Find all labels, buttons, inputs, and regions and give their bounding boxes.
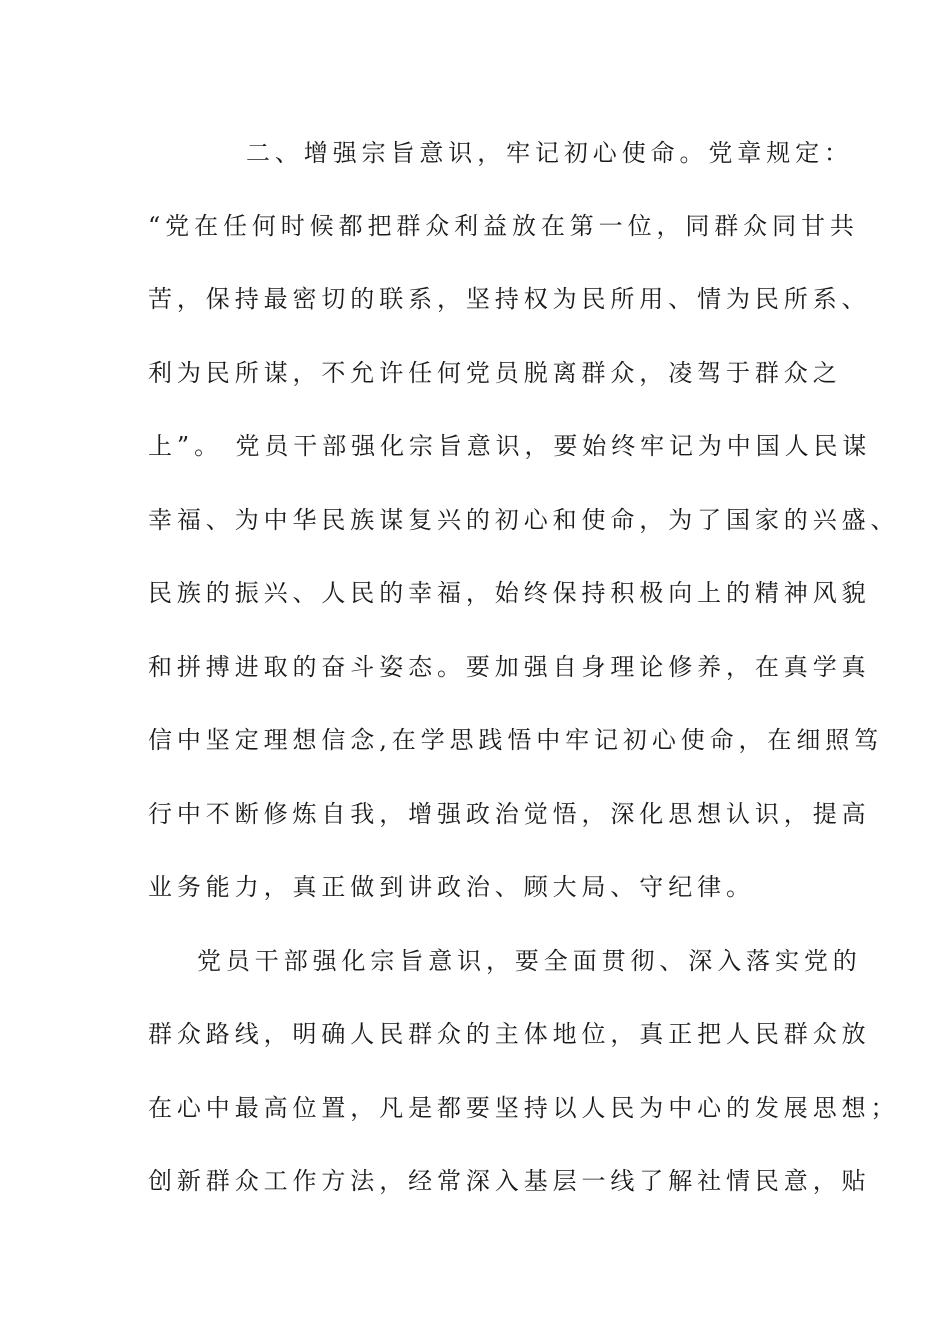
text-line: 民族的振兴、人民的幸福，始终保持积极向上的精神风貌 — [148, 579, 871, 607]
text-line: 利为民所谋，不允许任何党员脱离群众，凌驾于群众之 — [148, 359, 842, 387]
text-line: 在心中最高位置，凡是都要坚持以人民为中心的发展思想； — [148, 1094, 900, 1122]
text-line: 信中坚定理想信念,在学思践悟中牢记初心使命，在细照笃 — [148, 726, 884, 754]
text-line: 和拼搏进取的奋斗姿态。要加强自身理论修养，在真学真 — [148, 653, 871, 681]
text-line: 二、增强宗旨意识，牢记初心使命。党章规定： — [246, 139, 853, 167]
text-line: 上”。 党员干部强化宗旨意识，要始终牢记为中国人民谋 — [148, 432, 872, 460]
text-line: 行中不断修炼自我，增强政治觉悟，深化思想认识，提高 — [148, 800, 871, 828]
text-line: “党在任何时候都把群众利益放在第一位，同群众同甘共 — [148, 212, 859, 240]
text-line: 幸福、为中华民族谋复兴的初心和使命，为了国家的兴盛、 — [148, 506, 900, 534]
text-line: 业务能力，真正做到讲政治、顾大局、守纪律。 — [148, 873, 755, 901]
text-line: 苦，保持最密切的联系，坚持权为民所用、情为民所系、 — [148, 285, 871, 313]
text-line: 创新群众工作方法，经常深入基层一线了解社情民意，贴 — [148, 1167, 871, 1195]
text-line: 党员干部强化宗旨意识，要全面贯彻、深入落实党的 — [197, 947, 862, 975]
text-line: 群众路线，明确人民群众的主体地位，真正把人民群众放 — [148, 1020, 871, 1048]
